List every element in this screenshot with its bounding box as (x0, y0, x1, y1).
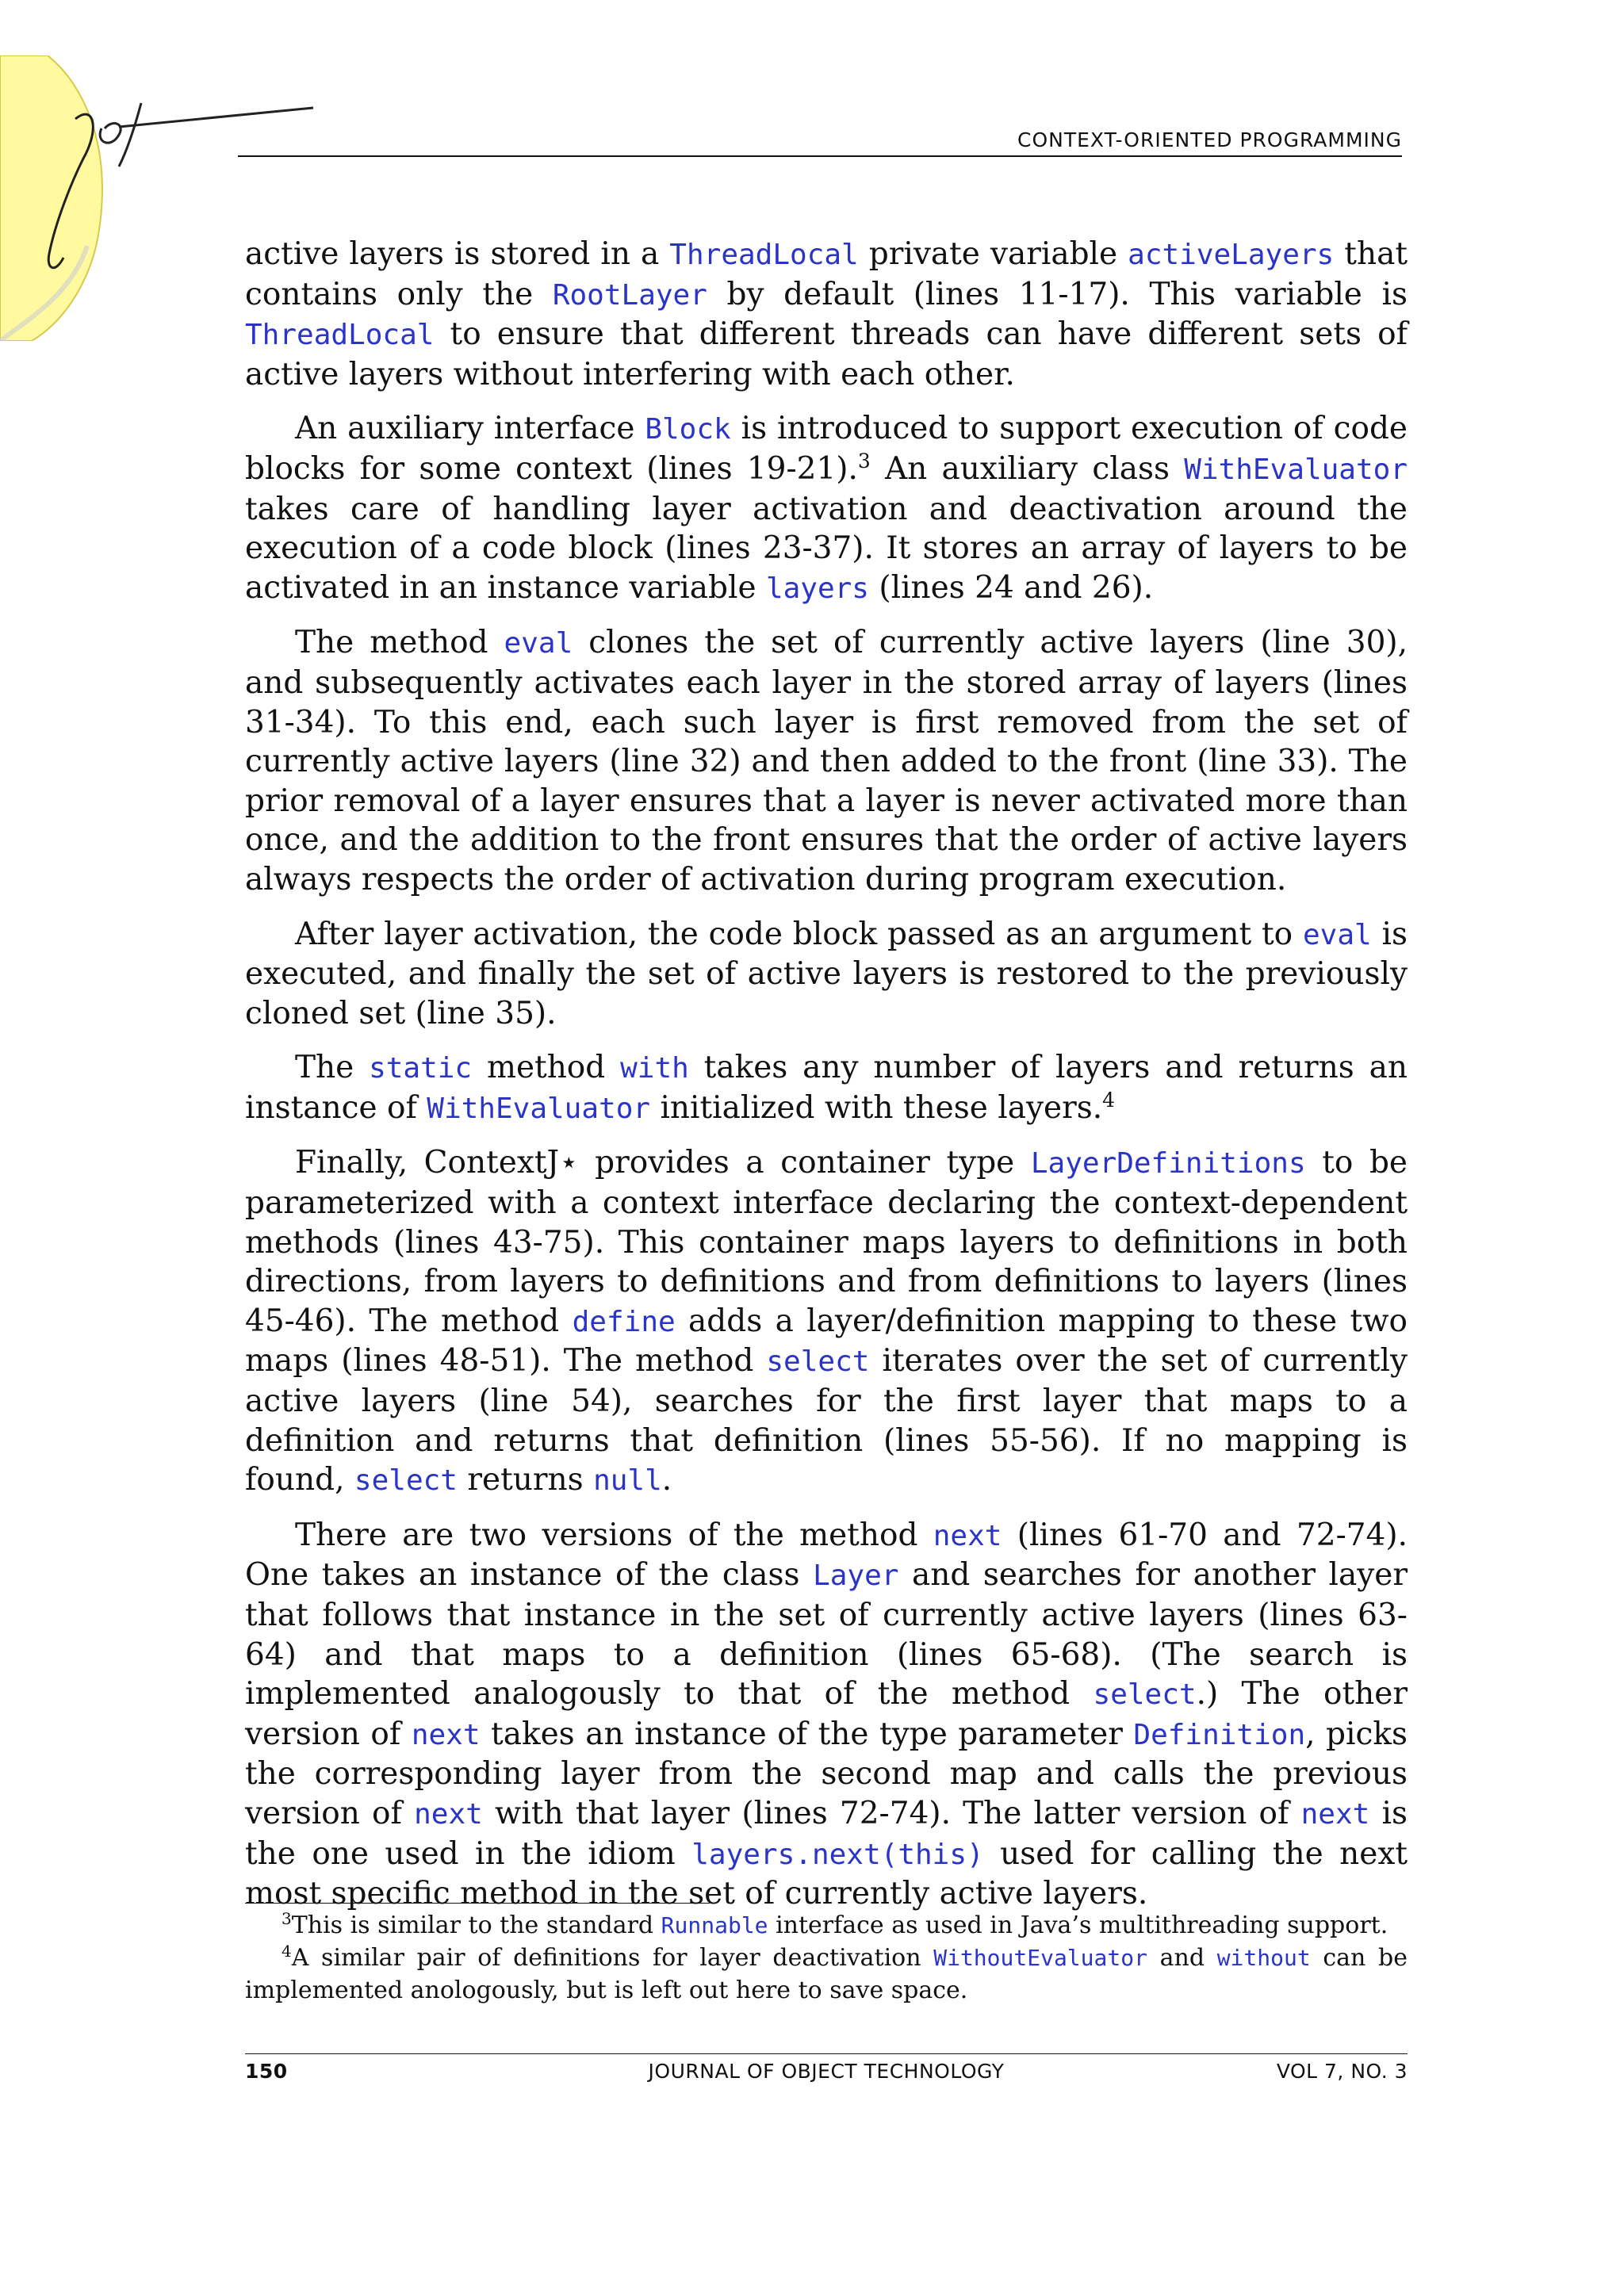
text-run: is the one used in the idiom (245, 1795, 1408, 1872)
text-run: by default (lines 11-17). This variable is (707, 276, 1408, 312)
paragraph (245, 915, 1408, 1034)
code-identifier: Block (645, 413, 731, 446)
text-run: and (1147, 1944, 1217, 1972)
volume-issue: VOL 7, NO. 3 (1276, 2060, 1408, 2083)
footer-rule (245, 2053, 1408, 2054)
paragraph (245, 1516, 1408, 1914)
text-run: returns (457, 1462, 594, 1498)
text-run: After layer activation, the code block passed as an argument to (295, 916, 1303, 952)
text-run: that contains only the (245, 236, 1408, 312)
footnote (245, 1942, 1408, 2007)
code-identifier: ThreadLocal (245, 319, 435, 352)
text-run: (lines 24 and 26). (868, 569, 1154, 606)
code-identifier: RootLayer (552, 278, 707, 312)
text-run: An auxiliary interface (295, 411, 645, 447)
code-identifier: static (369, 1052, 473, 1085)
text-run: adds a layer/definition mapping to these two maps (lines 48-51). The method (245, 1303, 1408, 1380)
code-identifier: define (572, 1305, 676, 1338)
text-run: The method (295, 625, 504, 661)
code-identifier: Definition (1133, 1718, 1306, 1751)
text-run: The (295, 1050, 370, 1086)
text-run: A similar pair of definitions for layer deactivation (291, 1944, 934, 1972)
code-identifier: WithEvaluator (427, 1092, 651, 1125)
text-run: takes any number of layers and returns an instance of (245, 1050, 1408, 1126)
text-run: There are two versions of the method (295, 1517, 933, 1553)
text-run: (lines 61-70 and 72-74). One takes an instance of the class (245, 1517, 1408, 1594)
paragraph (245, 1048, 1408, 1128)
text-run: takes an instance of the type parameter (480, 1716, 1134, 1752)
text-run: interface as used in Java’s multithreading support. (768, 1911, 1388, 1939)
code-identifier: eval (1302, 918, 1372, 951)
code-identifier: select (354, 1464, 458, 1498)
text-run: clones the set of currently active layers (line 30), and subsequently activates each layer in the stored array of layers (lines 31-34). To this end, each such layer is first removed from the set of currently active layers (line 32) and then added to the front (line 33). The prior removal of a layer ensures that a layer is never activated more than once, and the addition to the front ensures that the order of active layers always respects the order of activation during program execution. (245, 625, 1408, 897)
footnote (245, 1909, 1408, 1942)
text-run: Finally, ContextJ⋆ provides a container type (295, 1145, 1031, 1181)
text-run: , picks the corresponding layer from the second map and calls the previous version of (245, 1716, 1408, 1831)
code-identifier: next (933, 1519, 1002, 1552)
text-run: method (472, 1050, 621, 1086)
text-run: .) The other version of (245, 1676, 1408, 1752)
code-identifier: next (1300, 1797, 1370, 1831)
text-run: to be parameterized with a context interface declaring the context-dependent methods (lines 43-75). This container maps layers to definitions in both directions, from layers to definitions and from definitions to layers (lines 45-46). The method (245, 1145, 1408, 1339)
journal-name: JOURNAL OF OBJECT TECHNOLOGY (648, 2060, 1005, 2083)
footnotes (245, 1909, 1408, 2007)
footnote-mark: 3 (282, 1909, 292, 1928)
header-rule (238, 155, 1402, 157)
paragraph (245, 235, 1408, 394)
code-identifier: Layer (813, 1559, 899, 1593)
code-identifier: with (620, 1052, 689, 1085)
code-identifier: null (593, 1464, 662, 1498)
code-identifier: WithoutEvaluator (933, 1945, 1147, 1971)
code-identifier: layers (765, 572, 869, 605)
text-run: active layers is stored in a (245, 236, 670, 272)
text-run: with that layer (lines 72-74). The latter version of (482, 1795, 1301, 1831)
code-identifier: Runnable (661, 1912, 768, 1938)
footnote-rule (245, 1903, 710, 1904)
text-run: . (661, 1462, 672, 1498)
page-number: 150 (245, 2060, 288, 2083)
text-run: and searches for another layer that follows that instance in the set of currently active layers (lines 63-64) and that maps to a definition (lines 65-68). (The search is implemented analogously to that of the method (245, 1557, 1408, 1712)
footnote-mark: 3 (857, 449, 871, 473)
text-run: is introduced to support execution of code blocks for some context (lines 19-21). (245, 411, 1408, 487)
code-identifier: select (1093, 1678, 1197, 1712)
code-identifier: layers.next(this) (691, 1838, 984, 1871)
code-identifier: eval (504, 627, 573, 660)
code-identifier: activeLayers (1128, 239, 1335, 271)
paragraph (245, 623, 1408, 899)
text-run: initialized with these layers. (650, 1089, 1103, 1126)
text-run: used for calling the next most specific method in the set of currently active layers. (245, 1835, 1408, 1912)
text-run: An auxiliary class (870, 450, 1185, 487)
body-text (245, 235, 1408, 1929)
text-run: iterates over the set of currently active layers (line 54), searches for the first layer that maps to a definition and returns that definition (lines 55-56). If no mapping is found, (245, 1343, 1408, 1498)
text-run: takes care of handling layer activation and deactivation around the execution of a code block (lines 23-37). It stores an array of layers to be activated in an instance variable (245, 491, 1408, 606)
code-identifier: WithEvaluator (1184, 453, 1408, 486)
code-identifier: select (766, 1345, 870, 1379)
text-run: This is similar to the standard (291, 1911, 661, 1939)
text-run: can be implemented anologously, but is left out here to save space. (245, 1944, 1408, 2004)
code-identifier: next (414, 1797, 483, 1831)
code-identifier: LayerDefinitions (1030, 1147, 1306, 1181)
paragraph (245, 409, 1408, 608)
code-identifier: ThreadLocal (669, 239, 859, 271)
text-run: is executed, and finally the set of active layers is restored to the previously cloned set (line 35). (245, 916, 1408, 1031)
footnote-mark: 4 (282, 1942, 292, 1961)
code-identifier: without (1216, 1945, 1311, 1971)
paragraph (245, 1143, 1408, 1500)
code-identifier: next (411, 1718, 481, 1751)
text-run: private variable (858, 236, 1128, 272)
footnote-mark: 4 (1102, 1088, 1116, 1112)
text-run: to ensure that different threads can have different sets of active layers without interfering with each other. (245, 316, 1408, 392)
running-header: CONTEXT-ORIENTED PROGRAMMING (1017, 128, 1402, 151)
